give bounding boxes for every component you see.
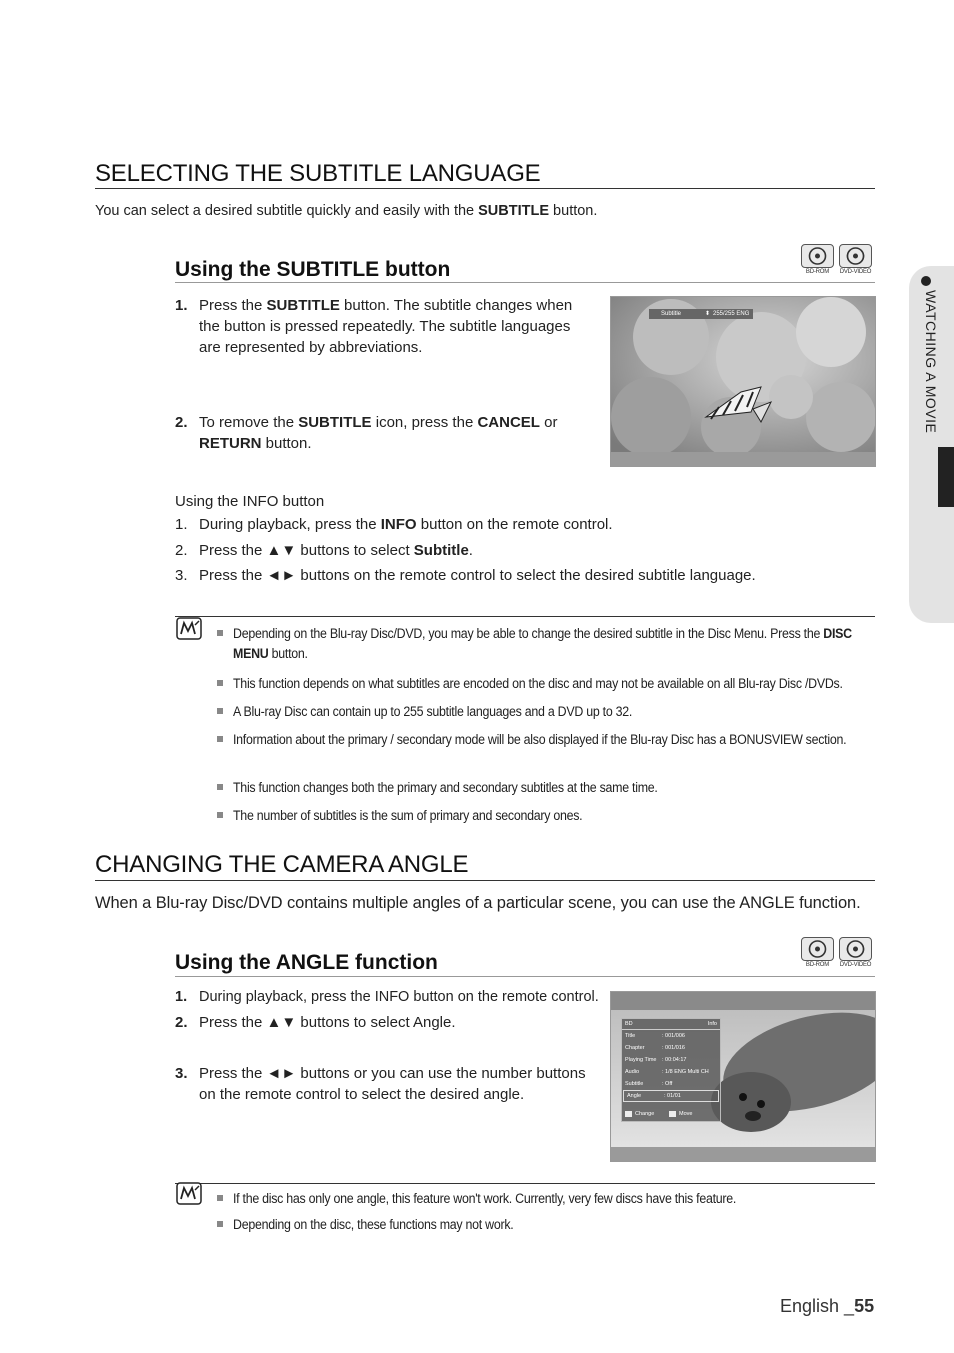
note-item: The number of subtitles is the sum of primary and secondary ones. [217, 806, 917, 834]
subsection-title-angle: Using the ANGLE function [175, 951, 438, 974]
info-osd-panel: BD Info Title : 001/006 Chapter : 001/016 Playing Time : 00:04:17 Audio : 1/8 ENG Multi CH Subtitle : Off Angle : 01/01 Change Move [621, 1018, 721, 1122]
notes-list [217, 1189, 917, 1241]
note-item: This function changes both the primary and secondary subtitles at the same time. [217, 778, 917, 806]
info-step-2: 2. Press the ▲▼ buttons to select Subtitle. [175, 542, 473, 559]
square-bullet-icon [217, 812, 223, 818]
leftright-button-icon [625, 1111, 632, 1117]
section-intro: When a Blu-ray Disc/DVD contains multiple angles of a particular scene, you can use the ANGLE function. [95, 894, 861, 912]
dvd-video-disc-icon: DVD-VIDEO [839, 937, 872, 970]
subtitle-screen-image [610, 296, 876, 467]
bd-rom-disc-icon: BD-ROM [801, 937, 834, 970]
chapter-label: WATCHING A MOVIE [923, 290, 939, 434]
note-item: Depending on the Blu-ray Disc/DVD, you may be able to change the desired subtitle in the Disc Menu. Press the DISC MENU button. [217, 624, 917, 666]
section-title-camera-angle: CHANGING THE CAMERA ANGLE [95, 851, 469, 878]
section-intro: You can select a desired subtitle quickly and easily with the SUBTITLE button. [95, 203, 598, 219]
note-item: Information about the primary / secondary mode will be also displayed if the Blu-ray Disc has a BONUSVIEW section. [217, 730, 917, 778]
page-footer: English _55 [780, 1296, 875, 1316]
osd-row: Angle : 01/01 [623, 1090, 719, 1102]
info-step-1: 1. During playback, press the INFO button on the remote control. [175, 516, 613, 533]
osd-row: Title : 001/006 [625, 1033, 685, 1039]
note-item: If the disc has only one angle, this feature won't work. Currently, very few discs have this feature. [217, 1189, 917, 1215]
angle-screen-image [610, 991, 876, 1162]
dvd-video-disc-icon: DVD-VIDEO [839, 244, 872, 277]
note-item: This function depends on what subtitles are encoded on the disc and may not be available on all Blu-ray Disc /DVDs. [217, 674, 917, 702]
updown-button-icon [669, 1111, 676, 1117]
angle-step-3: 3. Press the ◄► buttons or you can use the number buttons on the remote control to select the desired angle. [175, 1065, 586, 1103]
divider [175, 616, 875, 617]
bd-rom-disc-icon: BD-ROM [801, 244, 834, 277]
info-step-3: 3. Press the ◄► buttons on the remote control to select the desired subtitle language. [175, 567, 756, 584]
step-1: 1. Press the SUBTITLE button. The subtitle changes when the button is pressed repeatedly. The subtitle languages are represented by abbreviations. [175, 297, 573, 356]
osd-row: Chapter : 001/016 [625, 1045, 685, 1051]
osd-row: Subtitle : Off [625, 1081, 673, 1087]
square-bullet-icon [217, 680, 223, 686]
chapter-side-marker [938, 447, 954, 507]
angle-step-1: 1. During playback, press the INFO button on the remote control. [175, 989, 599, 1005]
divider [175, 976, 875, 977]
memo-note-icon [176, 617, 203, 639]
divider [95, 880, 875, 881]
subsection-title-subtitle-button: Using the SUBTITLE button [175, 258, 451, 281]
divider [95, 188, 875, 189]
note-item: A Blu-ray Disc can contain up to 255 subtitle languages and a DVD up to 32. [217, 702, 917, 730]
square-bullet-icon [217, 1195, 223, 1201]
osd-row: Audio : 1/8 ENG Multi CH [625, 1069, 709, 1075]
square-bullet-icon [217, 784, 223, 790]
osd-row: Playing Time : 00:04:17 [625, 1057, 687, 1063]
info-subtitle: Using the INFO button [175, 493, 325, 510]
updown-arrow-icon: ⬍ [705, 311, 711, 317]
square-bullet-icon [217, 736, 223, 742]
notes-list [217, 624, 917, 834]
memo-note-icon [176, 1182, 203, 1204]
step-2: 2. To remove the SUBTITLE icon, press the CANCEL or RETURN button. [175, 414, 558, 452]
square-bullet-icon [217, 630, 223, 636]
square-bullet-icon [217, 1221, 223, 1227]
note-item: Depending on the disc, these functions may not work. [217, 1215, 917, 1241]
divider [175, 1183, 875, 1184]
angle-step-2: 2. Press the ▲▼ buttons to select Angle. [175, 1014, 456, 1031]
bullet-dot-icon [921, 276, 931, 286]
divider [175, 282, 875, 283]
square-bullet-icon [217, 708, 223, 714]
section-title-subtitle: SELECTING THE SUBTITLE LANGUAGE [95, 160, 541, 187]
subtitle-osd-bar: Subtitle ⬍ 255/255 ENG [649, 309, 753, 319]
